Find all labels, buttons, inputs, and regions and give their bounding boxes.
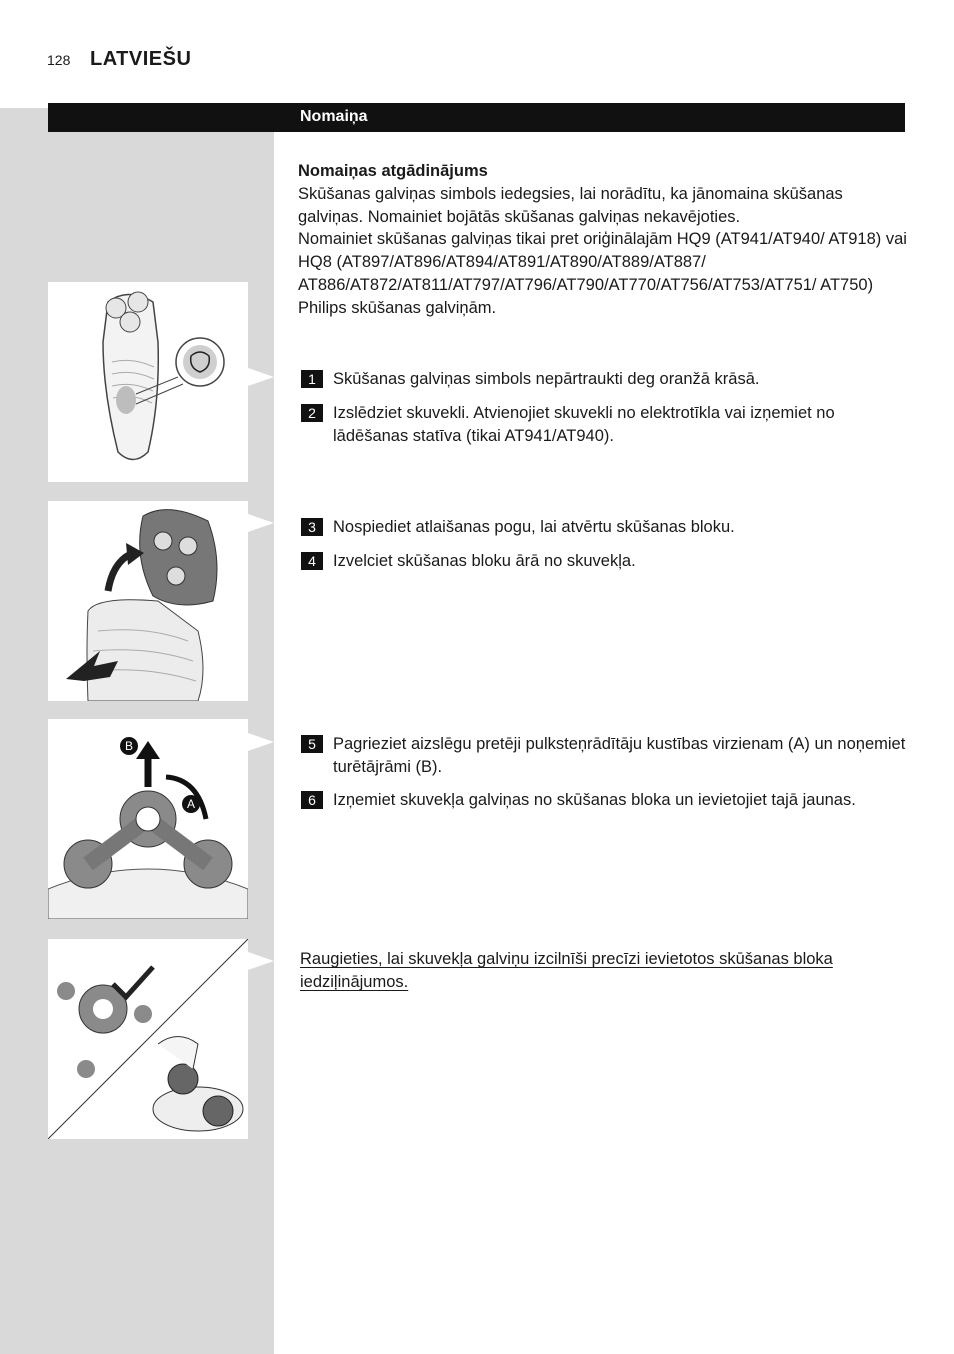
figure-shaver-symbol (48, 282, 248, 482)
figure-pointer (248, 952, 274, 970)
figure-pointer (248, 368, 274, 386)
step-4 (301, 550, 911, 573)
figure-open-unit (48, 501, 248, 701)
note-text: Raugieties, lai skuvekļa galviņu izcilnīši precīzi ievietotos skūšanas bloka iedziļinājumos. (300, 950, 833, 991)
step-number-badge: 2 (301, 404, 323, 422)
step-6 (301, 789, 911, 812)
figure-insert-heads (48, 939, 248, 1139)
section-header-bar (48, 103, 905, 132)
label-b-badge: B (120, 737, 138, 755)
figure-retaining-frame (48, 719, 248, 919)
step-number-badge: 1 (301, 370, 323, 388)
figure-pointer (248, 733, 274, 751)
step-text: Izņemiet skuvekļa galviņas no skūšanas bloka un ievietojiet tajā jaunas. (333, 791, 856, 809)
intro-paragraph-2: Nomainiet skūšanas galviņas tikai pret oriģinālajām HQ9 (AT941/AT940/ AT918) vai HQ8 (AT897/AT896/AT894/AT891/AT890/AT889/AT887/ AT886/AT872/AT811/AT797/AT796/AT790/AT770/AT756/AT753/AT751/ AT750) Philips skūšanas galviņām. (298, 230, 907, 317)
intro-block (298, 160, 908, 320)
section-title: Nomaiņa (300, 108, 368, 125)
step-text: Skūšanas galviņas simbols nepārtraukti deg oranžā krāsā. (333, 370, 760, 388)
step-2 (301, 402, 911, 448)
step-number-badge: 6 (301, 791, 323, 809)
intro-heading: Nomaiņas atgādinājums (298, 162, 488, 180)
step-1 (301, 368, 911, 391)
step-number-badge: 5 (301, 735, 323, 753)
page-number: 128 (47, 52, 71, 68)
step-number-badge: 3 (301, 518, 323, 536)
step-text: Nospiediet atlaišanas pogu, lai atvērtu skūšanas bloku. (333, 518, 735, 536)
intro-paragraph-1: Skūšanas galviņas simbols iedegsies, lai norādītu, ka jānomaina skūšanas galviņas. Nomainiet bojātās skūšanas galviņas nekavējoties. (298, 184, 843, 226)
step-text: Izslēdziet skuvekli. Atvienojiet skuvekli no elektrotīkla vai izņemiet no lādēšanas statīva (tikai AT941/AT940). (333, 404, 835, 445)
language-title: LATVIEŠU (90, 48, 192, 70)
step-number-badge: 4 (301, 552, 323, 570)
step-text: Pagrieziet aizslēgu pretēji pulksteņrādītāju kustības virzienam (A) un noņemiet turētājrāmi (B). (333, 735, 906, 776)
step-5 (301, 733, 911, 779)
step-text: Izvelciet skūšanas bloku ārā no skuvekļa. (333, 552, 636, 570)
label-a-badge: A (182, 795, 200, 813)
figure-pointer (248, 514, 274, 532)
step-3 (301, 516, 911, 539)
